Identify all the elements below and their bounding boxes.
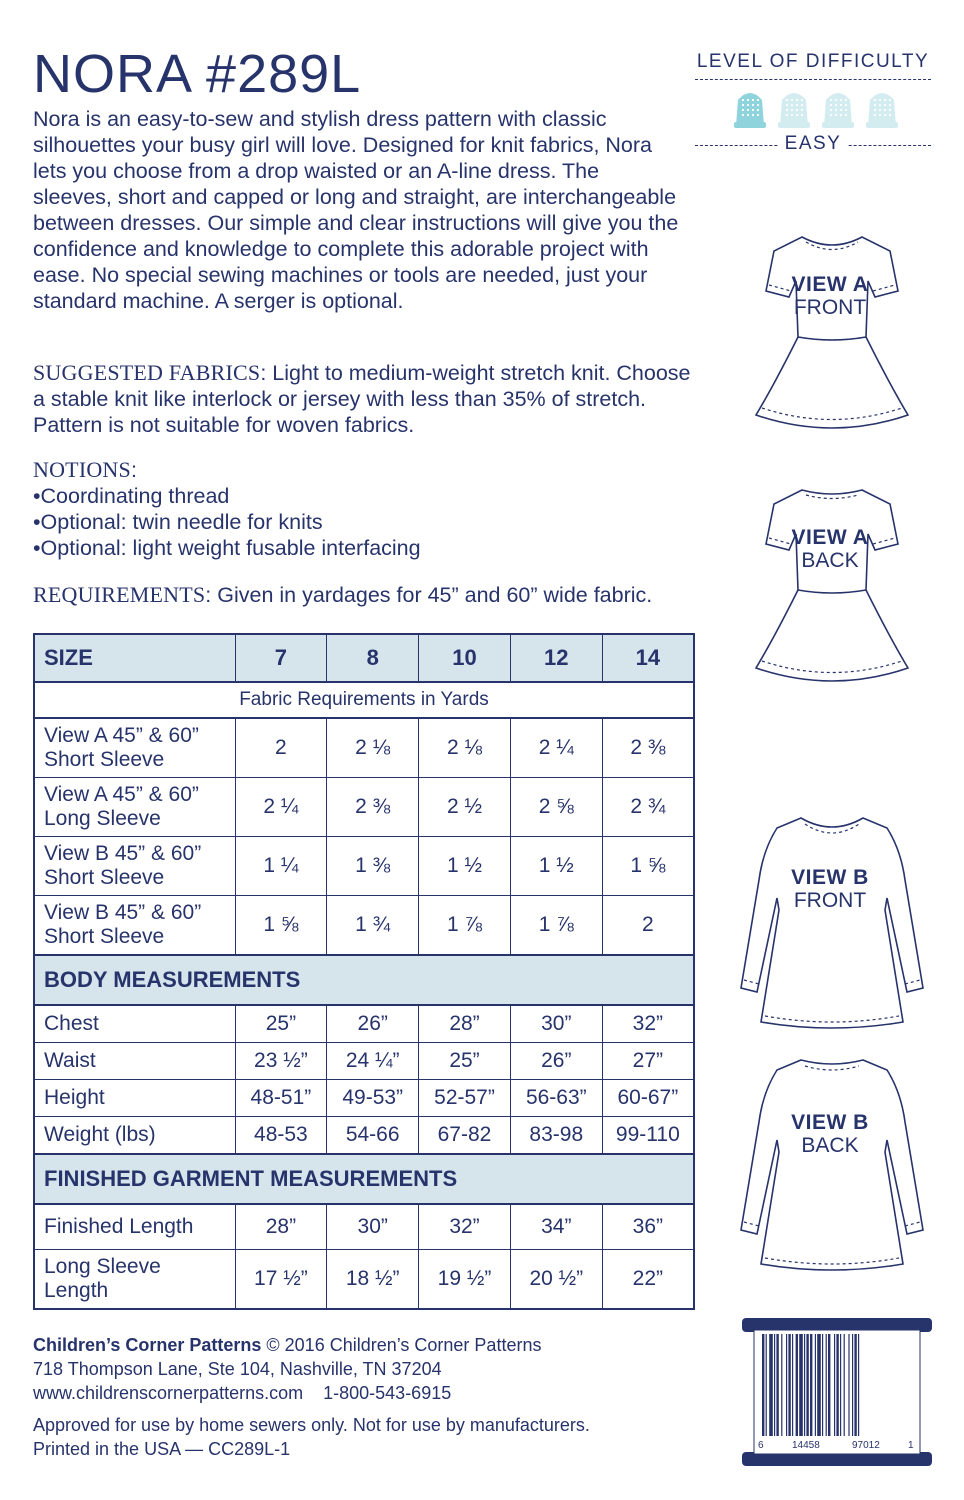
size-col: 10 bbox=[419, 634, 511, 682]
barcode-digit: 14458 bbox=[792, 1440, 820, 1451]
table-cell: 1 ⅝ bbox=[235, 896, 327, 956]
row-label: Long Sleeve Length bbox=[34, 1250, 235, 1310]
barcode-digit: 97012 bbox=[852, 1440, 880, 1451]
finished-measurements-header bbox=[34, 1154, 694, 1204]
copyright: © 2016 Children’s Corner Patterns bbox=[261, 1335, 542, 1355]
table-row bbox=[34, 1005, 694, 1043]
table-cell: 26” bbox=[510, 1043, 602, 1080]
table-cell: 25” bbox=[235, 1005, 327, 1043]
thimble-icon bbox=[734, 93, 766, 128]
row-label: Height bbox=[34, 1080, 235, 1117]
company-name: Children’s Corner Patterns bbox=[33, 1335, 262, 1355]
table-row bbox=[34, 896, 694, 956]
fabric-caption-row bbox=[34, 682, 694, 718]
phone: 1-800-543-6915 bbox=[323, 1383, 452, 1403]
usage-note bbox=[33, 1413, 590, 1461]
table-cell: 1 ⅜ bbox=[327, 837, 419, 896]
table-cell: 54-66 bbox=[327, 1117, 419, 1155]
dress-view-b-front-icon bbox=[735, 810, 930, 1040]
difficulty-level: EASY bbox=[784, 133, 842, 154]
notions-section: NOTIONS: • Coordinating thread • Optional: twin needle for knits • Optional: light weight fusable interfacing bbox=[33, 457, 693, 561]
table-cell: 2 ⅝ bbox=[510, 778, 602, 837]
suggested-fabrics-label: SUGGESTED FABRICS bbox=[33, 360, 261, 385]
table-cell: 2 ¼ bbox=[235, 778, 327, 837]
table-cell: 52-57” bbox=[419, 1080, 511, 1117]
table-cell: 2 ½ bbox=[419, 778, 511, 837]
notions-list bbox=[33, 483, 693, 561]
table-cell: 30” bbox=[510, 1005, 602, 1043]
table-cell: 2 ⅛ bbox=[327, 718, 419, 778]
table-cell: 2 bbox=[235, 718, 327, 778]
suggested-fabrics-text: : Light to medium-weight stretch knit. Choose a stable knit like interlock or jersey with less than 35% of stretch. Pattern is not suitable for woven fabrics. bbox=[33, 361, 691, 437]
body-measurements-header bbox=[34, 955, 694, 1005]
notion-item: • Optional: twin needle for knits bbox=[33, 509, 693, 535]
table-cell: 28” bbox=[235, 1204, 327, 1250]
table-cell: 1 ⅞ bbox=[419, 896, 511, 956]
difficulty-divider bbox=[695, 79, 931, 80]
table-cell: 1 ¼ bbox=[235, 837, 327, 896]
table-row bbox=[34, 778, 694, 837]
notion-item: • Coordinating thread bbox=[33, 483, 693, 509]
difficulty-thimbles bbox=[728, 86, 904, 130]
table-cell: 2 ¾ bbox=[602, 778, 694, 837]
printed-note: Printed in the USA — CC289L-1 bbox=[33, 1439, 291, 1459]
table-row bbox=[34, 1117, 694, 1155]
table-cell: 32” bbox=[419, 1204, 511, 1250]
thimble-icon bbox=[778, 93, 810, 128]
barcode-spool-icon bbox=[742, 1318, 932, 1466]
difficulty-title: LEVEL OF DIFFICULTY bbox=[696, 51, 930, 72]
table-cell: 1 ⅞ bbox=[510, 896, 602, 956]
size-col: 12 bbox=[510, 634, 602, 682]
size-chart-table bbox=[33, 633, 695, 1310]
row-label: Finished Length bbox=[34, 1204, 235, 1250]
thimble-icon bbox=[822, 93, 854, 128]
table-cell: 1 ¾ bbox=[327, 896, 419, 956]
table-cell: 2 ⅛ bbox=[419, 718, 511, 778]
view-b-back-label: VIEW B BACK bbox=[791, 1111, 869, 1157]
table-row bbox=[34, 1043, 694, 1080]
table-cell: 83-98 bbox=[510, 1117, 602, 1155]
thimble-icon bbox=[866, 93, 898, 128]
table-cell: 48-51” bbox=[235, 1080, 327, 1117]
table-cell: 23 ½” bbox=[235, 1043, 327, 1080]
table-cell: 2 ⅜ bbox=[602, 718, 694, 778]
row-label: View A 45” & 60” Short Sleeve bbox=[34, 718, 235, 778]
size-header: SIZE bbox=[34, 634, 235, 682]
table-row bbox=[34, 1080, 694, 1117]
table-row bbox=[34, 837, 694, 896]
requirements-label: REQUIREMENTS bbox=[33, 582, 206, 607]
table-cell: 19 ½” bbox=[419, 1250, 511, 1310]
dress-view-b-back-icon bbox=[735, 1052, 930, 1282]
size-col: 7 bbox=[235, 634, 327, 682]
table-cell: 2 bbox=[602, 896, 694, 956]
table-cell: 25” bbox=[419, 1043, 511, 1080]
table-cell: 27” bbox=[602, 1043, 694, 1080]
row-label: View B 45” & 60” Short Sleeve bbox=[34, 896, 235, 956]
view-b-front-label: VIEW B FRONT bbox=[791, 866, 869, 912]
notion-item: • Optional: light weight fusable interfacing bbox=[33, 535, 693, 561]
dress-view-a-front-icon bbox=[740, 225, 925, 440]
section-heading: FINISHED GARMENT MEASUREMENTS bbox=[34, 1154, 694, 1204]
barcode-bars bbox=[762, 1334, 859, 1446]
notions-label: NOTIONS bbox=[33, 457, 131, 482]
table-cell: 49-53” bbox=[327, 1080, 419, 1117]
table-cell: 60-67” bbox=[602, 1080, 694, 1117]
table-cell: 26” bbox=[327, 1005, 419, 1043]
table-cell: 1 ⅝ bbox=[602, 837, 694, 896]
table-cell: 34” bbox=[510, 1204, 602, 1250]
requirements bbox=[33, 582, 693, 608]
view-a-back-label: VIEW A BACK bbox=[791, 526, 869, 572]
table-cell: 56-63” bbox=[510, 1080, 602, 1117]
row-label: View B 45” & 60” Short Sleeve bbox=[34, 837, 235, 896]
table-cell: 1 ½ bbox=[419, 837, 511, 896]
table-cell: 2 ¼ bbox=[510, 718, 602, 778]
view-a-front-label: VIEW A FRONT bbox=[791, 273, 869, 319]
row-label: Weight (lbs) bbox=[34, 1117, 235, 1155]
table-cell: 48-53 bbox=[235, 1117, 327, 1155]
table-cell: 24 ¼” bbox=[327, 1043, 419, 1080]
suggested-fabrics bbox=[33, 360, 693, 438]
page-title: NORA #289L bbox=[33, 44, 362, 104]
table-cell: 30” bbox=[327, 1204, 419, 1250]
table-cell: 36” bbox=[602, 1204, 694, 1250]
table-row bbox=[34, 1250, 694, 1310]
table-cell: 17 ½” bbox=[235, 1250, 327, 1310]
table-row bbox=[34, 1204, 694, 1250]
table-cell: 28” bbox=[419, 1005, 511, 1043]
table-cell: 99-110 bbox=[602, 1117, 694, 1155]
table-header-row bbox=[34, 634, 694, 682]
table-cell: 20 ½” bbox=[510, 1250, 602, 1310]
dress-view-a-back-icon bbox=[740, 478, 925, 693]
row-label: Waist bbox=[34, 1043, 235, 1080]
row-label: View A 45” & 60” Long Sleeve bbox=[34, 778, 235, 837]
table-cell: 2 ⅜ bbox=[327, 778, 419, 837]
website: www.childrenscornerpatterns.com bbox=[33, 1383, 304, 1403]
barcode-digit: 6 bbox=[758, 1440, 764, 1451]
table-cell: 32” bbox=[602, 1005, 694, 1043]
address: 718 Thompson Lane, Ste 104, Nashville, TN 37204 bbox=[33, 1359, 442, 1379]
usage-note-line: Approved for use by home sewers only. Not for use by manufacturers. bbox=[33, 1415, 590, 1435]
company-info bbox=[33, 1333, 541, 1405]
section-heading: BODY MEASUREMENTS bbox=[34, 955, 694, 1005]
intro-paragraph: Nora is an easy-to-sew and stylish dress pattern with classic silhouettes your busy girl will love. Designed for knit fabrics, Nora lets you choose from a drop waisted or an A-line dress. The sleeves, short and capped or long and straight, are interchangeable between dresses. Our simple and clear instructions will give you the confidence and knowledge to complete this adorable project with ease. No special sewing machines or tools are needed, just your standard machine. A serger is optional. bbox=[33, 107, 679, 313]
table-cell: 18 ½” bbox=[327, 1250, 419, 1310]
requirements-text: : Given in yardages for 45” and 60” wide fabric. bbox=[205, 583, 653, 607]
table-cell: 22” bbox=[602, 1250, 694, 1310]
table-cell: 67-82 bbox=[419, 1117, 511, 1155]
size-col: 14 bbox=[602, 634, 694, 682]
table-row bbox=[34, 718, 694, 778]
fabric-caption: Fabric Requirements in Yards bbox=[34, 682, 694, 718]
size-col: 8 bbox=[327, 634, 419, 682]
table-cell: 1 ½ bbox=[510, 837, 602, 896]
row-label: Chest bbox=[34, 1005, 235, 1043]
barcode-digit: 1 bbox=[908, 1440, 914, 1451]
